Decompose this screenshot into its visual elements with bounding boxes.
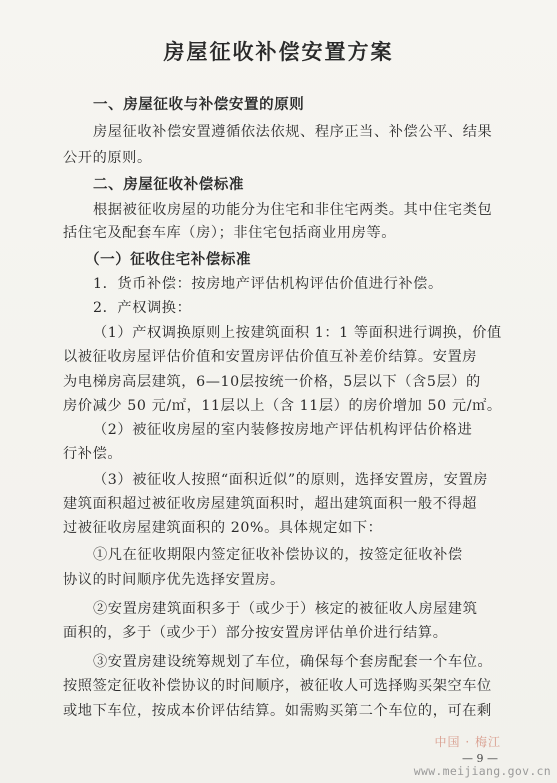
body-line: 公开的原则。 xyxy=(63,150,152,166)
body-line: 行补偿。 xyxy=(63,446,123,462)
body-line: （2）被征收房屋的室内装修按房地产评估机构评估价格进 xyxy=(93,422,473,438)
body-line: 按照签定征收补偿协议的时间顺序，被征收人可选择购买架空车位 xyxy=(63,678,492,694)
body-line: 为电梯房高层建筑，6—10层按统一价格，5层以下（含5层）的 xyxy=(63,374,481,390)
subsection-heading: （一）征收住宅补偿标准 xyxy=(85,252,252,268)
body-line: 2．产权调换： xyxy=(93,300,192,316)
body-line: 房屋征收补偿安置遵循依法依规、程序正当、补偿公平、结果 xyxy=(93,124,493,140)
body-line: ②安置房建筑面积多于（或少于）核定的被征收人房屋建筑 xyxy=(93,601,478,617)
body-line: （3）被征收人按照“面积近似”的原则，选择安置房，安置房 xyxy=(93,472,489,488)
page-title: 房屋征收补偿安置方案 xyxy=(163,40,394,64)
body-line: 过被征收房屋建筑面积的 20%。具体规定如下： xyxy=(63,520,383,536)
section-heading: 一、房屋征收与补偿安置的原则 xyxy=(93,97,305,113)
body-line: 建筑面积超过被征收房屋建筑面积时，超出建筑面积一般不得超 xyxy=(63,496,478,512)
page-number: — 9 — xyxy=(462,752,498,765)
body-line: ①凡在征收期限内签定征收补偿协议的，按签定征收补偿 xyxy=(93,547,463,563)
body-line: ③安置房建设统筹规划了车位，确保每个套房配套一个车位。 xyxy=(93,654,493,670)
body-line: 面积的，多于（或少于）部分按安置房评估单价进行结算。 xyxy=(63,625,448,641)
body-line: 根据被征收房屋的功能分为住宅和非住宅两类。其中住宅类包 xyxy=(93,202,493,218)
body-line: 协议的时间顺序优先选择安置房。 xyxy=(63,572,285,588)
body-line: 房价减少 50 元/㎡，11层以上（含 11层）的房价增加 50 元/㎡。 xyxy=(63,398,502,414)
body-line: 或地下车位，按成本价评估结算。如需购买第二个车位的，可在剩 xyxy=(63,703,492,719)
site-url: www.meijiang.gov.cn xyxy=(413,764,551,778)
watermark: 中国 · 梅江 xyxy=(434,735,501,749)
section-heading: 二、房屋征收补偿标准 xyxy=(93,177,244,193)
body-line: （1）产权调换原则上按建筑面积 1：1 等面积进行调换，价值 xyxy=(93,325,502,341)
body-line: 1．货币补偿：按房地产评估机构评估价值进行补偿。 xyxy=(93,276,443,292)
body-line: 括住宅及配套车库（房）；非住宅包括商业用房等。 xyxy=(63,225,397,241)
body-line: 以被征收房屋评估价值和安置房评估价值互补差价结算。安置房 xyxy=(63,349,478,365)
